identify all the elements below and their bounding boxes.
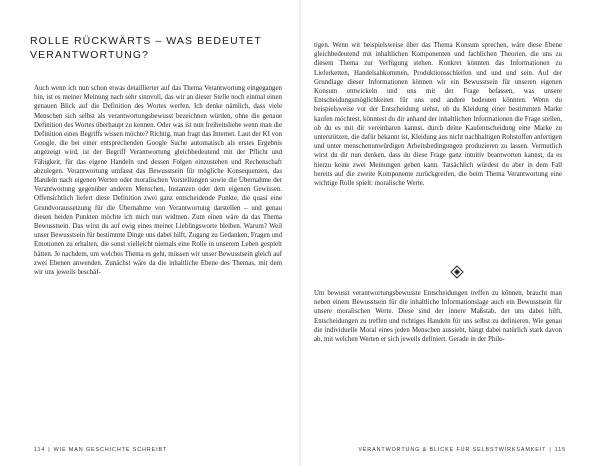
left-page-number: 114 xyxy=(34,447,46,453)
right-body-paragraph-2: Um bewusst verantwortungsbewusste Entscheidungen treffen zu können, braucht man neben einem Bewusstsein für die inhaltliche Informationslage auch ein Bewusstsein für unsere moralischen Werte. Diese sind der innere Maßstab, der uns dabei hilft, Entscheidungen zu treffen und richtiges Handeln für uns selbst zu definieren. Wie genau die individuelle Moral eines jeden Menschen aussieht, hängt dabei natürlich stark davon ab, mit welchen Werten er sich jeweils definiert. Gerade in der Philo- xyxy=(314,290,562,344)
right-body-paragraph-1: tigen. Wenn wir beispielsweise über das Thema Konsum sprechen, wäre diese Ebene gleichbedeutend mit inhaltlichen Komponenten und fachlichen Theorien, die uns zu diesem Thema zur Verfügung stehen. Konkret könnten das Informationen zu Lieferketten, Handelsabkommen, Produktionsschleifen und und und sein. Auf der Grundlage dieser Informationen können wir ein Bewusstsein für unseren eigenen Konsum entwickeln und uns mit der Frage befassen, was unsere Entscheidungsmöglichkeiten für uns und andere bedeuten könnten. Wenn du beispielsweise vor der Entscheidung stehst, ob du Kleidung einer bestimmten Marke kaufen möchtest, könntest du dir anhand der inhaltlichen Informationen die Frage stellen, ob du es mit dir vereinbaren kannst, durch deine Kaufentscheidung eine Marke zu unterstützen, die dafür bekannt ist, Kleidung aus nicht nachhaltigen Rohstoffen anfertigen und unter menschenunwürdigen Arbeitsbedingungen produzieren zu lassen. Vermutlich wirst du dir nun denken, dass du diese Frage ganz intuitiv beantworten kannst, da es hierzu keine zwei Meinungen geben kann. Tatsächlich würdest du aber in dem Fall bereits auf die zweite Komponente zurückgreifen, die beim Thema Verantwortung eine wichtige Rolle spielt: moralische Werte. xyxy=(314,42,562,188)
right-footer xyxy=(358,447,566,453)
right-page xyxy=(301,0,600,466)
footer-separator: | xyxy=(48,447,51,453)
right-running-head: VERANTWORTUNG & BLICKE FÜR SELBSTWIRKSAMKEIT xyxy=(358,447,547,453)
left-running-head: WIE MAN GESCHICHTE SCHREIBT xyxy=(53,447,168,453)
footer-separator: | xyxy=(549,447,552,453)
left-footer xyxy=(34,447,167,453)
left-body-paragraph: Auch wenn ich nun schon etwas detaillierter auf das Thema Verantwortung eingegangen bin, ist es meiner Meinung nach sehr sinnvoll, das wir an dieser Stelle noch einmal einen genauen Blick auf die Definition des Wortes werfen. Ich denke nämlich, dass viele Menschen sich selbst als verantwortungsbewusst bezeichnen würden, ohne die genaue Definition des Wortes überhaupt zu kennen. Oder was ist nun freiheitsliebe wenn man die Definition eines Begriffs wissen möchte? Richtig, man fragt das Internet. Laut der KI von Google, die bei einer entsprechenden Google Suche automatisch als erstes Ergebnis angezeigt wird, ist der Begriff Verantwortung gleichbedeutend mit der Pflicht und Fähigkeit, für das eigene Handeln und dessen Folgen einzustehen und Rechenschaft abzulegen. Verantwortung umfasst das Bewusstsein für mögliche Konsequenzen, das Handeln nach eigenen Werten oder moralischen Vorstellungen sowie die Übernahme der Verantwortung gegenüber anderen Menschen, Instanzen oder dem eigenen Gewissen. Offensichtlich liefert diese Definition zwei ganz entscheidende Punkte, die quasi eine Grundvoraussetzung für die Übernahme von Verantwortung darstellen – und genau diesen beiden Punkten möchte ich mich nun widmen. Zum einen wäre da das Thema Bewusstsein. Das wirst du auf ewig eines meiner Lieblingsworte bleiben. Warum? Weil unser Bewusstsein für bestimmte Dinge uns dabei hilft, Zugang zu Gedanken, Fragen und Emotionen zu erhalten, die sonst vielleicht niemals eine Rolle in unserem Leben gespielt hätten. Je nachdem, um welches Thema es geht, müssen wir unser Bewusstsein gleich auf zwei Ebenen anwenden. Zunächst wäre da die inhaltliche Ebene des Themas, mit dem wir uns jeweils beschäf- xyxy=(34,85,283,277)
diamond-ornament-icon xyxy=(450,265,464,279)
left-page xyxy=(0,0,299,466)
right-page-number: 115 xyxy=(554,447,566,453)
chapter-title: ROLLE RÜCKWÄRTS – WAS BEDEUTET VERANTWORTUNG? xyxy=(30,35,262,61)
